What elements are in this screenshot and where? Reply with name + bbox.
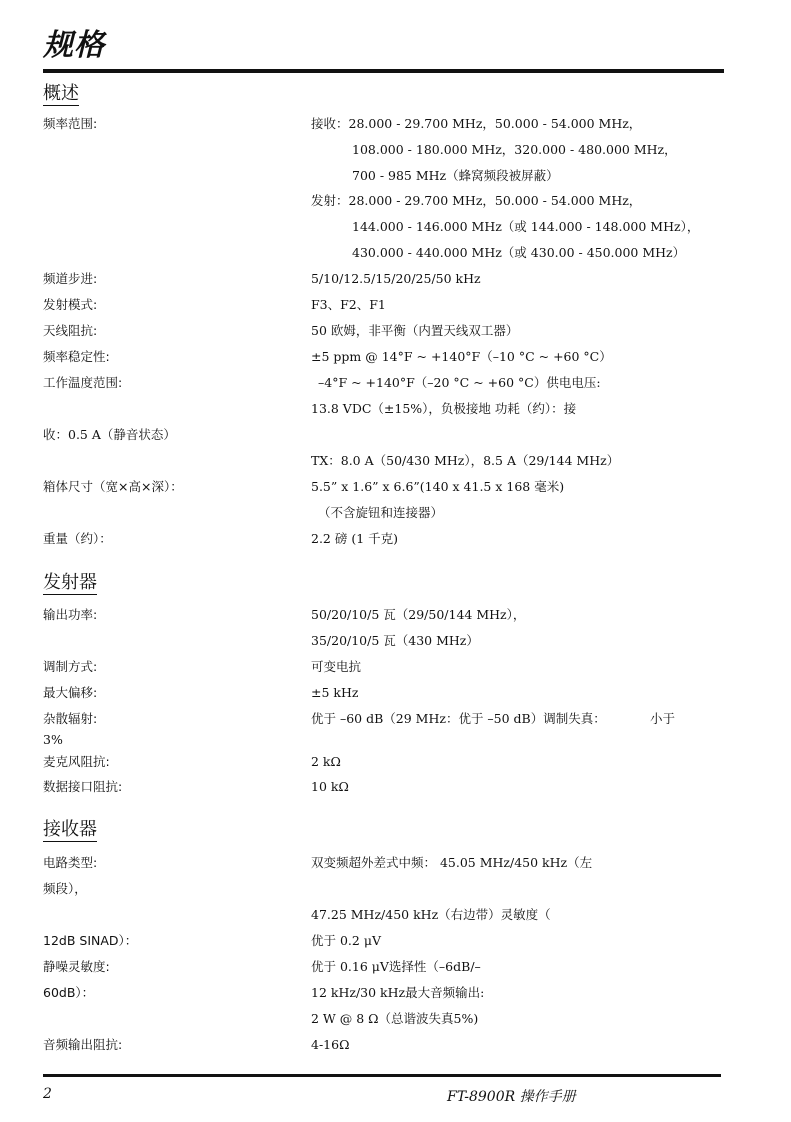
rx-range-line-2: 108.000 - 180.000 MHz，320.000 - 480.000 MHz， [352,142,677,157]
stability-value: ±5 ppm @ 14°F ~ +140°F（–10 °C ~ +60 °C） [311,349,612,364]
section-heading-general: 概述 [43,83,79,104]
rx-range-line-3: 700 - 985 MHz（蜂窝频段被屏蔽） [352,168,559,183]
circuit-label: 电路类型: [43,855,98,870]
if-value: 47.25 MHz/450 kHz（右边带）灵敏度（ [311,907,551,922]
selectivity-value: 12 kHz/30 kHz最大音频输出: [311,985,485,1000]
power-label: 输出功率: [43,607,98,622]
spurious-label: 杂散辐射: [43,711,98,726]
data-port-value: 10 kΩ [311,779,349,794]
step-value: 5/10/12.5/15/20/25/50 kHz [311,271,481,286]
mod-value: 可变电抗 [311,659,362,674]
distortion-value: 3% [43,732,63,747]
manual-title: FT-8900R 操作手册 [447,1089,576,1105]
tx-current-value: TX：8.0 A（50/430 MHz），8.5 A（29/144 MHz） [311,453,620,468]
top-rule [43,69,724,73]
antenna-value: 50 欧姆，非平衡（内置天线双工器） [311,323,519,338]
distortion-prefix: 小于 [650,711,676,726]
mode-value: F3、F2、F1 [311,297,386,312]
mod-label: 调制方式: [43,659,98,674]
mic-label: 麦克风阻抗: [43,754,110,769]
section-heading-receiver: 接收器 [43,819,97,840]
audio-impedance-value: 4-16Ω [311,1037,350,1052]
audio-impedance-label: 音频输出阻抗: [43,1037,123,1052]
deviation-value: ±5 kHz [311,685,359,700]
page-number: 2 [43,1086,52,1102]
temp-label: 工作温度范围: [43,375,123,390]
sinad-label: 12dB SINAD）： [43,933,138,948]
step-label: 频道步进: [43,271,98,286]
rx-current-value: 收：0.5 A（静音状态） [43,427,176,442]
data-port-label: 数据接口阻抗: [43,779,123,794]
tx-range-line-1: 发射：28.000 - 29.700 MHz，50.000 - 54.000 MHz， [311,193,642,208]
supply-value: 13.8 VDC（±15%），负极接地 功耗（约）：接 [311,401,577,416]
weight-value: 2.2 磅 (1 千克) [311,531,399,546]
antenna-label: 天线阻抗: [43,323,98,338]
rx-range-line-1: 接收：28.000 - 29.700 MHz，50.000 - 54.000 MHz， [311,116,642,131]
spurious-value: 优于 –60 dB（29 MHz：优于 –50 dB）调制失真： [311,711,606,726]
weight-label: 重量（约）： [43,531,112,546]
tx-range-line-2: 144.000 - 146.000 MHz（或 144.000 - 148.000 MHz）， [352,219,700,234]
sinad-value: 优于 0.2 μV [311,933,381,948]
bottom-rule [43,1074,721,1077]
power-value-1: 50/20/10/5 瓦（29/50/144 MHz）， [311,607,526,622]
squelch-value: 优于 0.16 μV选择性（–6dB/– [311,959,481,974]
page-title: 规格 [43,28,105,63]
freq-range-label: 频率范围: [43,116,98,131]
tx-range-line-3: 430.000 - 440.000 MHz（或 430.00 - 450.000 MHz） [352,245,686,260]
squelch-label: 静噪灵敏度: [43,959,110,974]
temp-value: –4°F ~ +140°F（–20 °C ~ +60 °C）供电电压: [318,375,601,390]
mic-value: 2 kΩ [311,754,341,769]
stability-label: 频率稳定性: [43,349,110,364]
section-heading-transmitter: 发射器 [43,572,97,593]
audio-output-value: 2 W @ 8 Ω（总谐波失真5%) [311,1011,479,1026]
mode-label: 发射模式: [43,297,98,312]
power-value-2: 35/20/10/5 瓦（430 MHz） [311,633,479,648]
case-note: （不含旋钮和连接器） [318,505,444,520]
deviation-label: 最大偏移: [43,685,98,700]
case-value: 5.5” x 1.6” x 6.6”(140 x 41.5 x 168 毫米) [311,479,565,494]
case-label: 箱体尺寸（宽×高×深）： [43,479,183,494]
selectivity-label: 60dB）： [43,985,95,1000]
circuit-cont: 频段）， [43,881,87,896]
circuit-value: 双变频超外差式中频： 45.05 MHz/450 kHz（左 [311,855,593,870]
